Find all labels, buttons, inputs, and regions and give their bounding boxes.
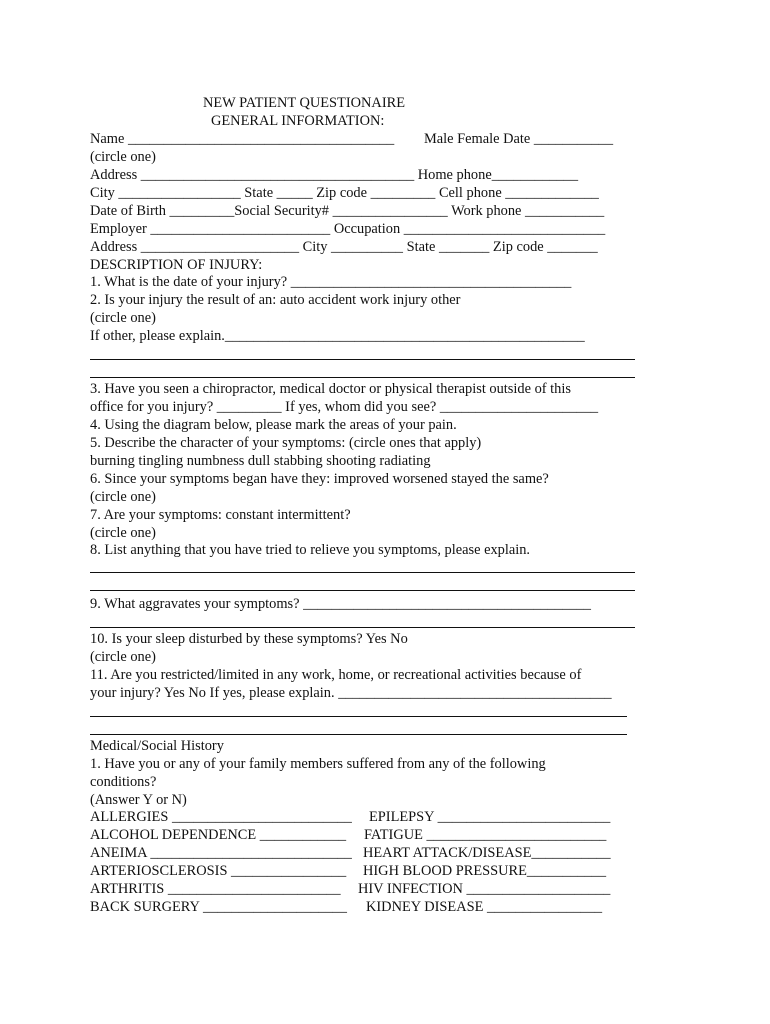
condition-field[interactable]: BACK SURGERY ____________________ (90, 899, 347, 915)
condition-row[interactable] (90, 898, 635, 916)
medical-q1-note: (Answer Y or N) (90, 792, 187, 808)
answer-line[interactable] (90, 734, 627, 735)
medical-q1-line1: 1. Have you or any of your family members suffered from any of the following (90, 756, 546, 772)
name-row[interactable] (90, 130, 635, 148)
injury-q3-line1: 3. Have you seen a chiropractor, medical doctor or physical therapist outside of this (90, 381, 571, 397)
condition-field[interactable]: ALCOHOL DEPENDENCE ____________ (90, 827, 347, 843)
employer-occupation-row[interactable]: Employer _________________________ Occupation ____________________________ (90, 221, 606, 237)
condition-field[interactable]: ALLERGIES _________________________ (90, 809, 352, 825)
injury-q3-line2[interactable]: office for you injury? _________ If yes, whom did you see? ______________________ (90, 399, 599, 415)
condition-field[interactable]: ANEIMA ____________________________ (90, 845, 352, 861)
name-field[interactable]: Name _____________________________________ (90, 131, 395, 147)
dob-ssn-work-phone-row[interactable]: Date of Birth _________Social Security# ________________ Work phone ___________ (90, 203, 605, 219)
injury-q4: 4. Using the diagram below, please mark the areas of your pain. (90, 417, 457, 433)
answer-line[interactable] (90, 716, 627, 717)
injury-q5: 5. Describe the character of your symptoms: (circle ones that apply) (90, 435, 482, 451)
condition-field[interactable]: HIV INFECTION ____________________ (358, 881, 611, 897)
medical-q1-line2: conditions? (90, 774, 157, 790)
condition-row[interactable] (90, 844, 635, 862)
condition-field[interactable]: KIDNEY DISEASE ________________ (366, 899, 603, 915)
sex-date-field[interactable]: Male Female Date ___________ (424, 131, 614, 147)
circle-one-note: (circle one) (90, 149, 156, 165)
answer-line[interactable] (90, 572, 635, 573)
employer-address-row[interactable]: Address ______________________ City __________ State _______ Zip code _______ (90, 239, 598, 255)
city-state-zip-cell-row[interactable]: City _________________ State _____ Zip code _________ Cell phone _____________ (90, 185, 599, 201)
injury-q9[interactable]: 9. What aggravates your symptoms? ________________________________________ (90, 596, 591, 612)
injury-q1[interactable]: 1. What is the date of your injury? _______________________________________ (90, 274, 572, 290)
section-title-general: GENERAL INFORMATION: (211, 113, 385, 129)
answer-line[interactable] (90, 627, 635, 628)
injury-q11-line2[interactable]: your injury? Yes No If yes, please explain. ______________________________________ (90, 685, 612, 701)
injury-q10[interactable]: 10. Is your sleep disturbed by these symptoms? Yes No (90, 631, 408, 647)
condition-field[interactable]: FATIGUE _________________________ (364, 827, 607, 843)
injury-q2-note: (circle one) (90, 310, 156, 326)
condition-row[interactable] (90, 808, 635, 826)
answer-line[interactable] (90, 377, 635, 378)
condition-field[interactable]: HIGH BLOOD PRESSURE___________ (363, 863, 607, 879)
injury-q6[interactable]: 6. Since your symptoms began have they: improved worsened stayed the same? (90, 471, 549, 487)
section-title-injury: DESCRIPTION OF INJURY: (90, 257, 263, 273)
injury-q8: 8. List anything that you have tried to relieve you symptoms, please explain. (90, 542, 531, 558)
condition-row[interactable] (90, 862, 635, 880)
injury-q2-other[interactable]: If other, please explain.__________________________________________________ (90, 328, 585, 344)
injury-q7-note: (circle one) (90, 525, 156, 541)
form-title: NEW PATIENT QUESTIONAIRE (203, 95, 405, 111)
injury-q11-line1: 11. Are you restricted/limited in any work, home, or recreational activities because of (90, 667, 582, 683)
condition-field[interactable]: EPILEPSY ________________________ (369, 809, 611, 825)
address-home-phone-row[interactable]: Address ______________________________________ Home phone____________ (90, 167, 579, 183)
condition-field[interactable]: ARTERIOSCLEROSIS ________________ (90, 863, 347, 879)
injury-q2[interactable]: 2. Is your injury the result of an: auto accident work injury other (90, 292, 461, 308)
section-title-medical: Medical/Social History (90, 738, 224, 754)
injury-q6-note: (circle one) (90, 489, 156, 505)
answer-line[interactable] (90, 359, 635, 360)
condition-row[interactable] (90, 880, 635, 898)
condition-field[interactable]: ARTHRITIS ________________________ (90, 881, 341, 897)
injury-q7[interactable]: 7. Are your symptoms: constant intermittent? (90, 507, 351, 523)
injury-q10-note: (circle one) (90, 649, 156, 665)
injury-q5-options[interactable]: burning tingling numbness dull stabbing shooting radiating (90, 453, 431, 469)
answer-line[interactable] (90, 590, 635, 591)
condition-field[interactable]: HEART ATTACK/DISEASE___________ (363, 845, 611, 861)
condition-row[interactable] (90, 826, 635, 844)
